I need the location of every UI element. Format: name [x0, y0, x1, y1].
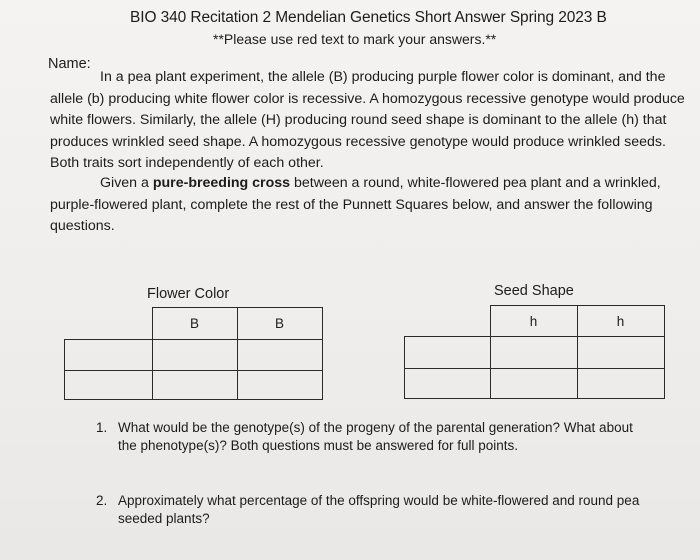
intro-paragraph: In a pea plant experiment, the allele (B) producing purple flower color is dominant, and the allele (b) producing white flower color is recessive. A homozygous recessive genotype would produce white flowers. Similarly, the allele (H) producing round seed shape is dominant to the allele (h) that produces wrinkled seed shape. A homozygous recessive genotype would produce wrinkled seeds. Both traits sort independently of each other.	[50, 69, 685, 171]
punnett-cell[interactable]	[237, 340, 322, 371]
question-2	[96, 492, 676, 528]
corner-cell	[65, 308, 153, 340]
flower-color-label: Flower Color	[147, 286, 230, 302]
allele-side-cell[interactable]	[405, 337, 491, 369]
allele-side-cell[interactable]	[405, 369, 491, 399]
name-label: Name:	[48, 56, 91, 72]
given-paragraph	[50, 173, 690, 238]
given-text-end: between a round, white-flowered pea plant and a wrinkled, purple-flowered plant, complete the rest of the Punnett Squares below, and answer the following questions.	[50, 175, 661, 234]
punnett-cell[interactable]	[490, 369, 577, 399]
allele-side-cell[interactable]	[65, 371, 153, 400]
punnett-cell[interactable]	[577, 369, 664, 399]
punnett-cell[interactable]	[152, 371, 237, 400]
allele-header-cell: h	[490, 306, 577, 337]
question-number: 1.	[96, 420, 108, 435]
flower-color-punnett-square	[64, 307, 323, 400]
allele-header-cell: B	[237, 308, 322, 340]
allele-header-cell: h	[577, 306, 664, 337]
punnett-cell[interactable]	[152, 340, 237, 371]
question-number: 2.	[96, 493, 108, 508]
punnett-cell[interactable]	[577, 337, 664, 369]
corner-cell	[405, 306, 491, 337]
punnett-cell[interactable]	[237, 371, 322, 400]
punnett-cell[interactable]	[490, 337, 577, 369]
worksheet-title: BIO 340 Recitation 2 Mendelian Genetics Short Answer Spring 2023 B	[130, 9, 607, 26]
question-text-continued: the phenotype(s)? Both questions must be answered for full points.	[118, 438, 518, 453]
given-text-start: Given a	[100, 175, 153, 191]
seed-shape-punnett-square	[404, 305, 665, 399]
question-1	[96, 419, 676, 455]
question-text: What would be the genotype(s) of the progeny of the parental generation? What about	[118, 420, 633, 435]
seed-shape-label: Seed Shape	[494, 283, 574, 299]
allele-side-cell[interactable]	[65, 340, 153, 371]
allele-header-cell: B	[152, 308, 237, 340]
question-text: Approximately what percentage of the offspring would be white-flowered and round pea	[118, 493, 640, 508]
instruction-text: **Please use red text to mark your answers.**	[213, 31, 497, 47]
question-text-continued: seeded plants?	[118, 511, 210, 526]
given-bold-text: pure-breeding cross	[152, 175, 291, 191]
